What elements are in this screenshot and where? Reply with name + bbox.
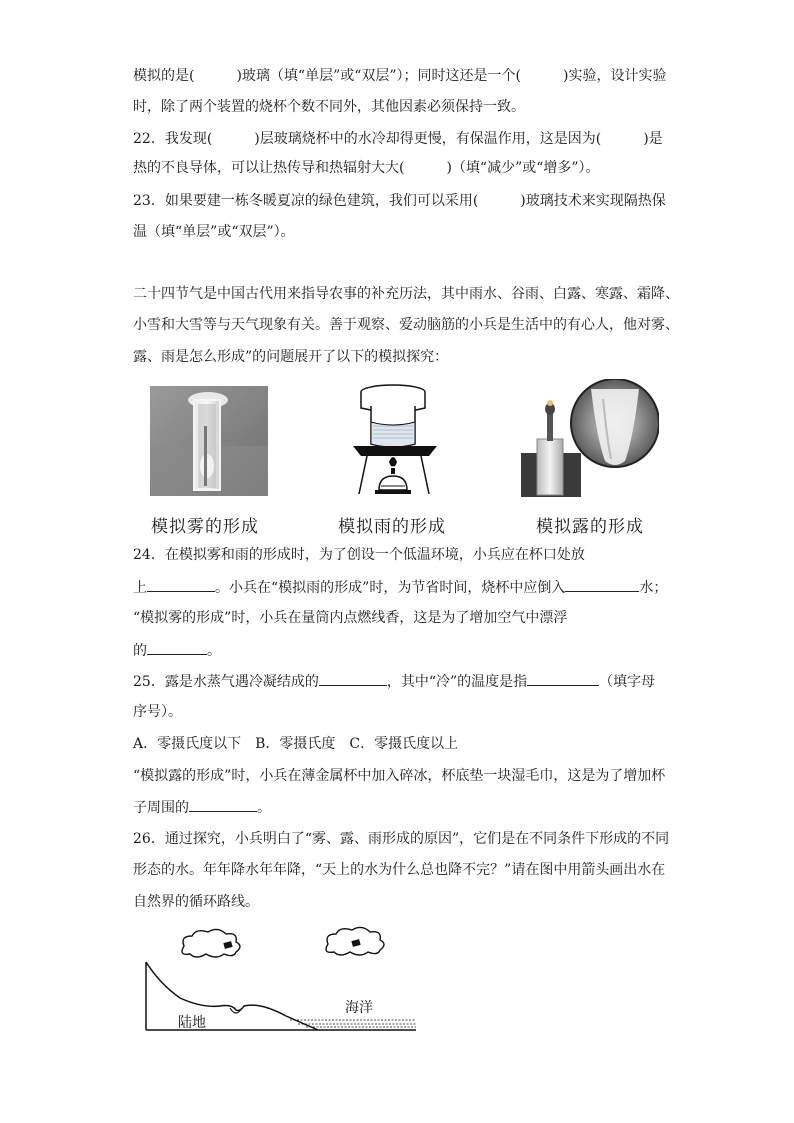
answer-blank[interactable] [319,671,387,686]
q23-line-2: 温（填“单层”或“双层”）。 [133,224,295,240]
answer-blank[interactable] [147,640,207,655]
dew-simulation-photo [519,379,659,499]
q25-options: A．零摄氏度以下 B．零摄氏度 C．零摄氏度以上 [133,736,459,752]
ocean-label: 海洋 [345,1000,373,1016]
q25-text-e: 。 [257,800,271,816]
q23-line-1: 23．如果要建一栋冬暖夏凉的绿色建筑，我们可以采用( )玻璃技术来实现隔热保 [133,193,666,209]
cloud-right-icon [326,927,384,955]
rain-caption: 模拟雨的形成 [338,517,446,537]
fog-caption: 模拟雾的形成 [151,517,259,537]
q24-text-e: 。 [207,643,221,659]
q21-line-2: 时，除了两个装置的烧杯个数不同外，其他因素必须保持一致。 [133,99,525,115]
q24-text-d: 的 [133,643,147,659]
q25-text-c: （填字母 [599,674,656,690]
q25-text-a: 25．露是水蒸气遇冷凝结成的 [133,674,319,690]
q24-line-3: “模拟雾的形成”时，小兵在量筒内点燃线香，这是为了增加空气中漂浮 [133,610,568,626]
q26-line-3: 自然界的循环路线。 [133,894,259,910]
fog-simulation-photo [150,386,268,496]
q21-line-1: 模拟的是( )玻璃（填“单层”或“双层”）；同时这还是一个( )实验，设计实验 [133,68,667,84]
q25-line-1 [133,671,655,692]
q26-line-2: 形态的水。年年降水年年降，“天上的水为什么总也降不完？”请在图中用箭头画出水在 [133,862,666,878]
rain-simulation-diagram [345,382,445,502]
q25-text-b: ，其中“冷”的温度是指 [386,674,528,690]
intro-line-3: 露、雨是怎么形成”的问题展开了以下的模拟探究： [133,349,449,365]
q24-line-4 [133,640,221,661]
q25-line-2: 序号）。 [133,704,182,720]
q22-line-1: 22．我发现( )层玻璃烧杯中的水冷却得更慢，有保温作用，这是因为( )是 [133,131,663,147]
q25-line-5 [133,797,271,818]
dew-caption: 模拟露的形成 [536,517,644,537]
answer-blank[interactable] [565,577,639,592]
answer-blank[interactable] [527,671,599,686]
q24-text-b: 。小兵在“模拟雨的形成”时，为节省时间，烧杯中应倒入 [215,580,566,596]
intro-line-2: 小雪和大雪等与天气现象有关。善于观察、爱动脑筋的小兵是生活中的有心人，他对雾、 [133,317,679,333]
intro-line-1: 二十四节气是中国古代用来指导农事的补充历法，其中雨水、谷雨、白露、寒露、霜降、 [133,286,679,302]
water-cycle-diagram[interactable] [140,924,430,1034]
q22-line-2: 热的不良导体，可以让热传导和热辐射大大( )（填“减少”或“增多”）。 [133,160,600,176]
q26-line-1: 26．通过探究，小兵明白了“雾、露、雨形成的原因”，它们是在不同条件下形成的不同 [133,831,670,847]
q24-line-2 [133,577,667,598]
q24-text-c: 水； [639,580,668,596]
q24-line-1: 24．在模拟雾和雨的形成时，为了创设一个低温环境，小兵应在杯口处放 [133,547,585,563]
answer-blank[interactable] [189,797,257,812]
cloud-left-icon [182,929,240,957]
q24-text-a: 上 [133,580,147,596]
q25-text-d: 子周围的 [133,800,189,816]
answer-blank[interactable] [147,577,215,592]
q25-line-4: “模拟露的形成”时，小兵在薄金属杯中加入碎冰，杯底垫一块湿毛巾，这是为了增加杯 [133,768,666,784]
land-label: 陆地 [178,1015,206,1031]
